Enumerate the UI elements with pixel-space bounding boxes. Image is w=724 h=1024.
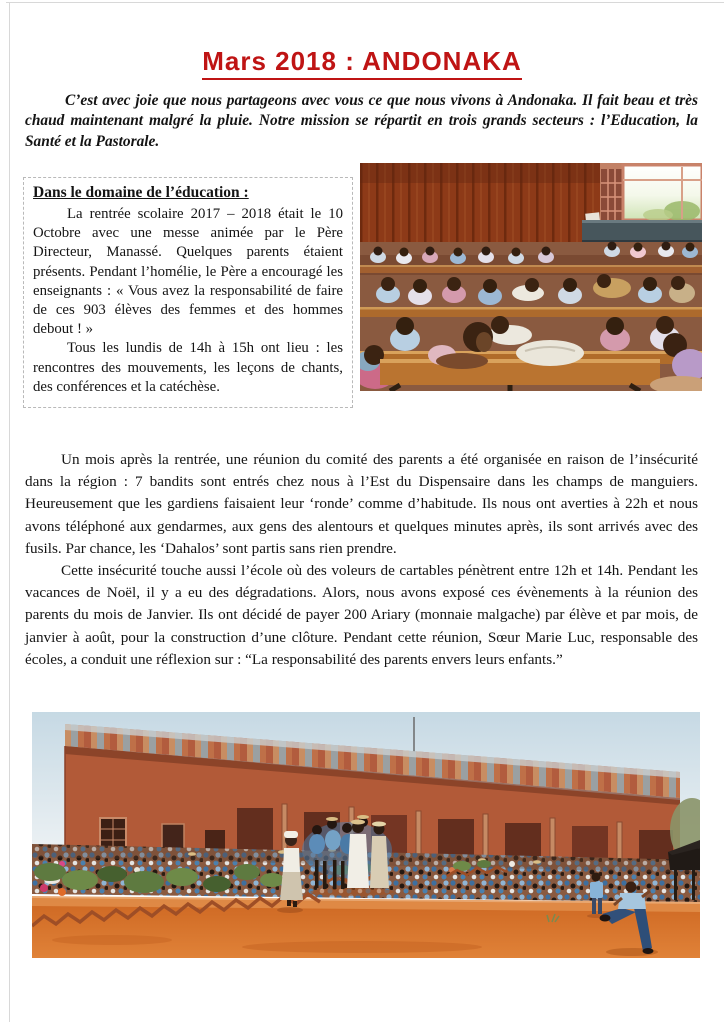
page-title-text: Mars 2018 : ANDONAKA bbox=[202, 46, 522, 80]
page-title bbox=[0, 46, 724, 77]
intro-paragraph: C’est avec joie que nous partageons avec vous ce que nous vivons à Andonaka. Il fait beau et très chaud maintenant malgré la pluie. Notre mission se répartit en trois grands secteurs : l’Education, la Santé et la Pastorale. bbox=[25, 92, 698, 150]
classroom-photo bbox=[360, 163, 702, 391]
education-box bbox=[23, 177, 353, 408]
education-para-1: La rentrée scolaire 2017 – 2018 était le 10 Octobre avec une messe animée par le Père Directeur, Manassé. Quelques parents étaient présents. Pendant l’homélie, le Père a encouragé les enseignants : « Vous avez la responsabilité de faire de ces 903 élèves des femmes et des hommes debout ! » bbox=[33, 206, 343, 338]
body-para-1: Un mois après la rentrée, une réunion du comité des parents a été organisée en raison de l’insécurité dans la région : 7 bandits sont entrés chez nous à l’Est du Dispensaire dans les champs de manguiers. Heureusement que les gardiens faisaient leur ‘ronde’ comme d’habitude. Ils nous ont averties à 22h et nous avons téléphoné aux gendarmes, aux gens des alentours et quelques minutes après, ils sont arrivés avec des fusils. Par chance, les ‘Dahalos’ sont partis sans rien prendre. bbox=[25, 451, 698, 557]
education-heading: Dans le domaine de l’éducation : bbox=[33, 184, 249, 201]
body-section bbox=[25, 449, 698, 671]
education-para-2: Tous les lundis de 14h à 15h ont lieu : les rencontres des mouvements, les leçons de chants, des conférences et la catéchèse. bbox=[33, 340, 343, 395]
classroom-photo-art bbox=[360, 163, 702, 391]
body-para-2: Cette insécurité touche aussi l’école où des voleurs de cartables pénètrent entre 12h et 14h. Pendant les vacances de Noël, il y a eu des dégradations. Alors, nous avons exposé ces évènements à la réunion des parents du mois de Janvier. Ils ont décidé de payer 200 Ariary (monnaie malgache) par élève et par mois, de janvier à août, pour la construction d’une clôture. Pendant cette réunion, Sœur Marie Luc, responsable des écoles, a conduit une réflexion sur : “La responsabilité des parents envers leurs enfants.” bbox=[25, 562, 698, 668]
page-edge-top bbox=[6, 2, 724, 3]
schoolyard-photo-art bbox=[32, 712, 700, 958]
schoolyard-photo bbox=[32, 712, 700, 958]
page-edge-left bbox=[9, 2, 10, 1022]
